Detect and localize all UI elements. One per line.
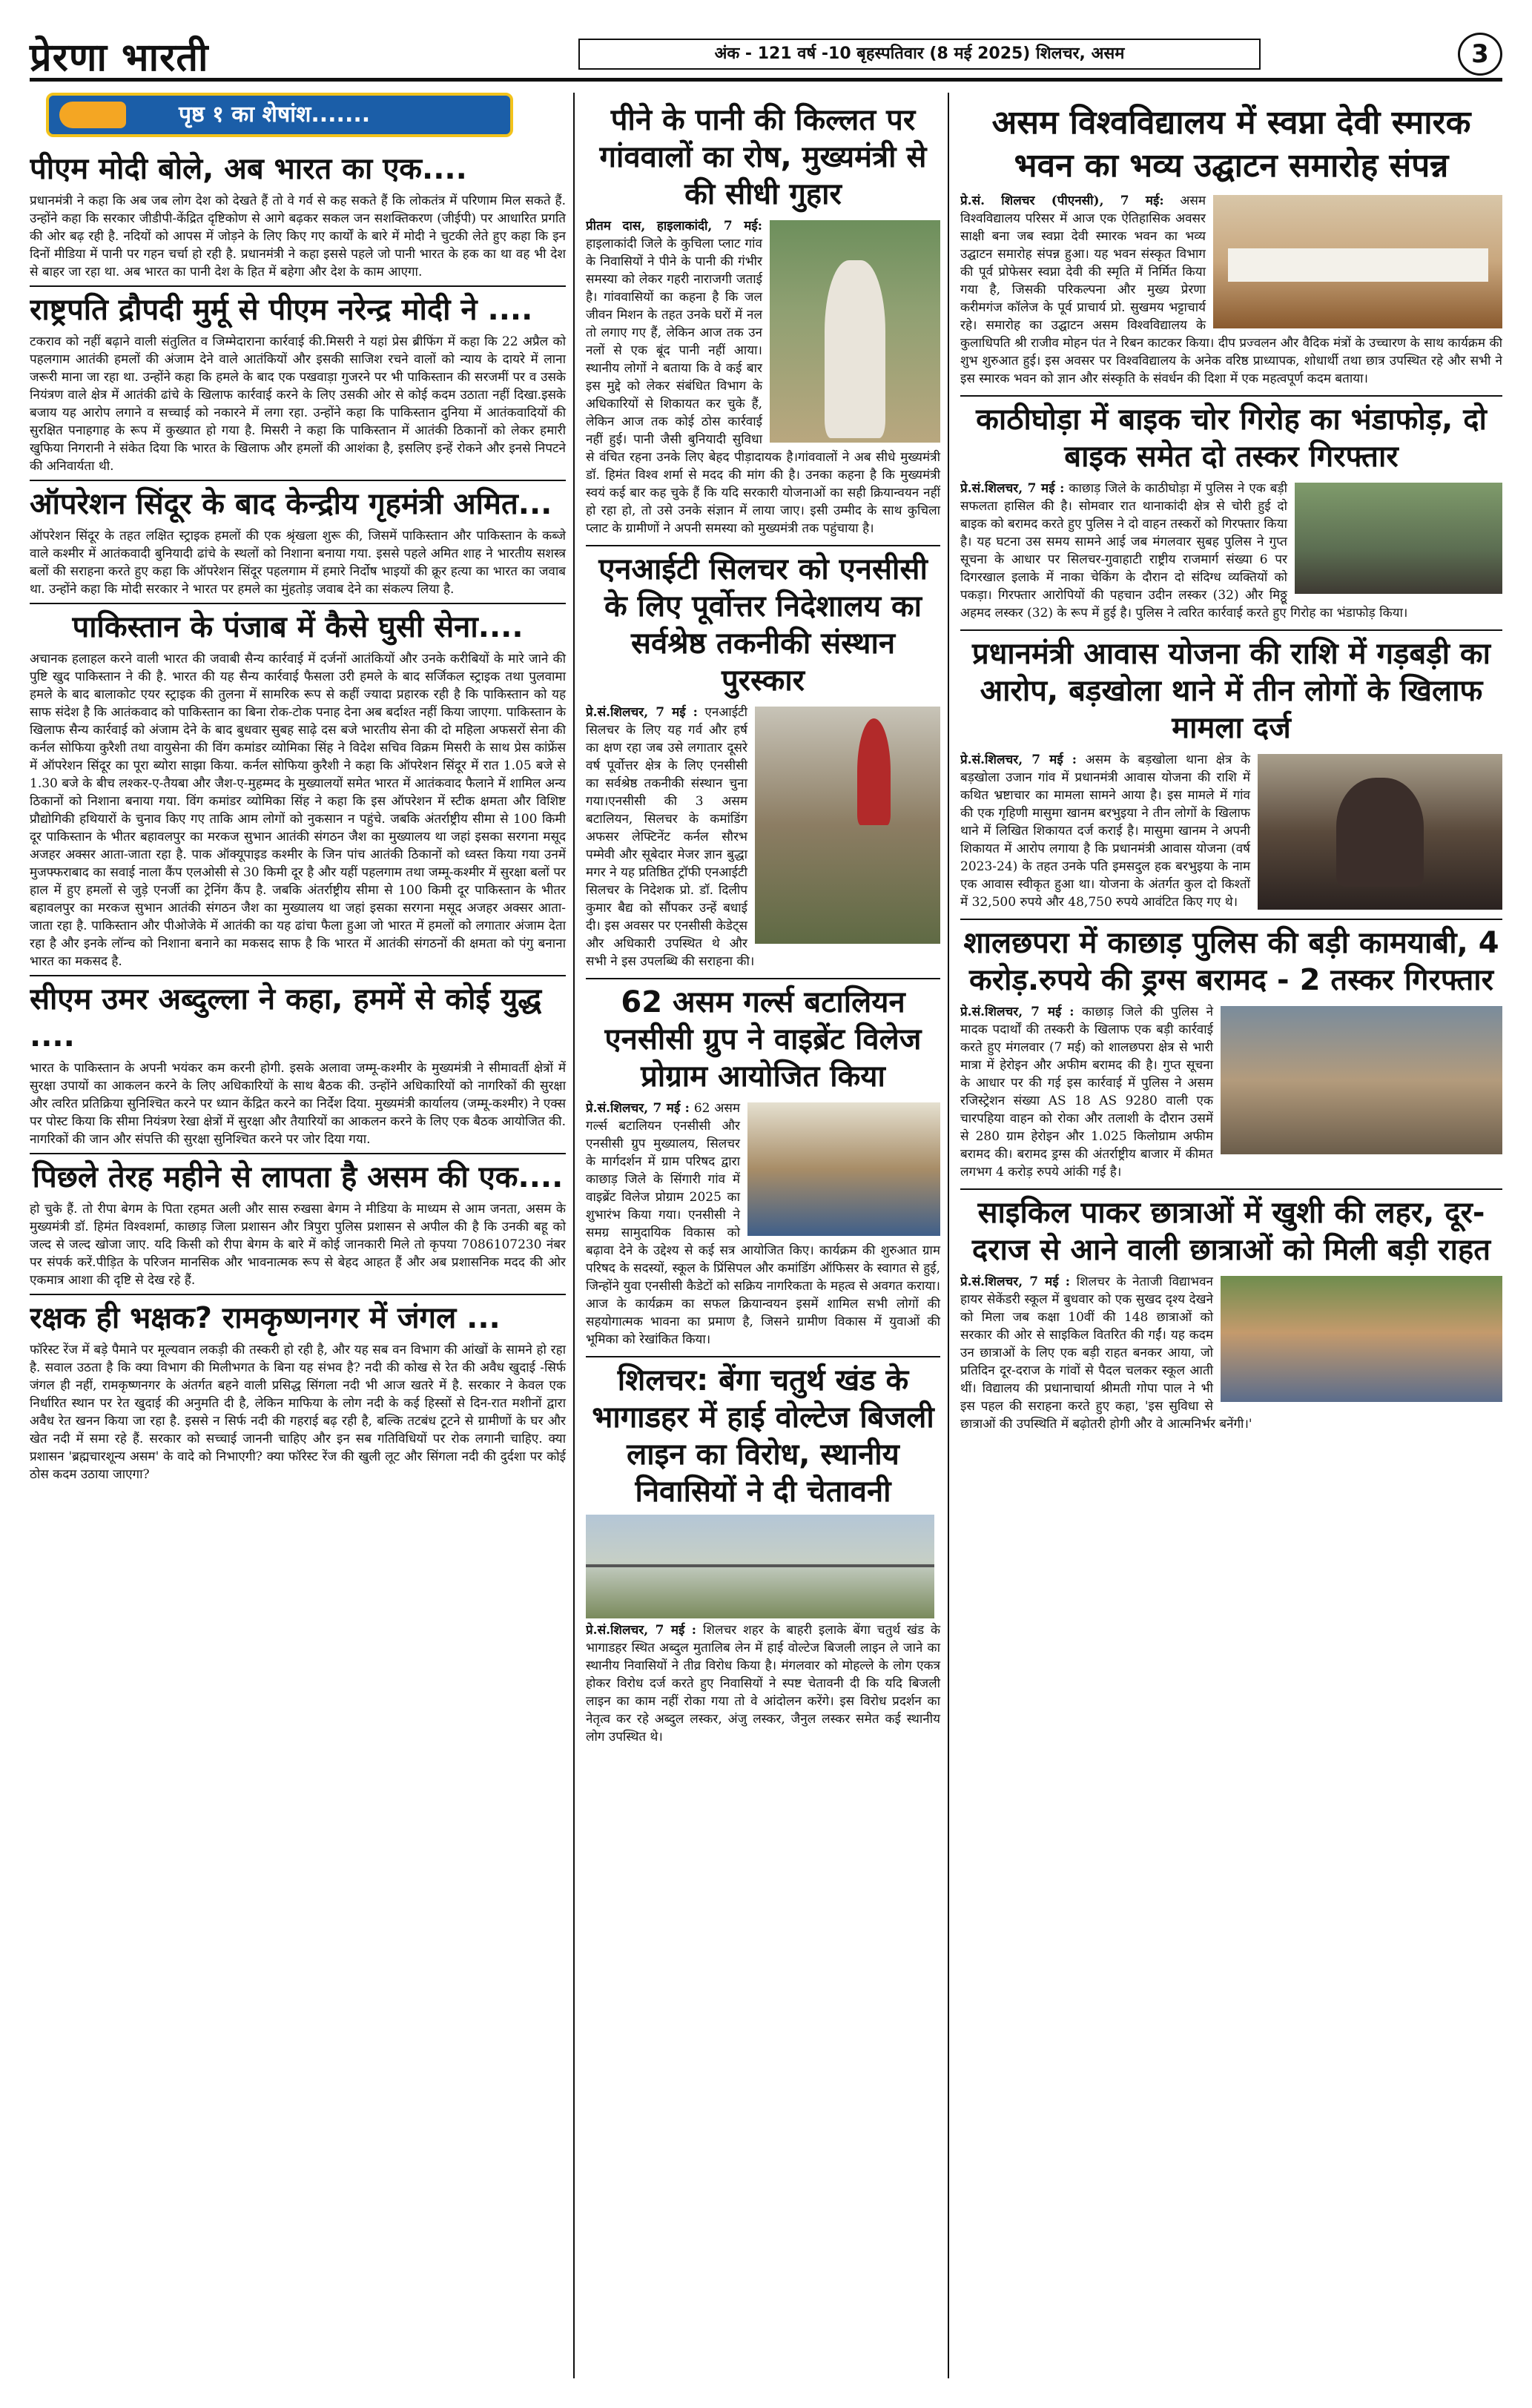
dateline: प्रे.सं.शिलचर, 7 मई : <box>586 1101 690 1116</box>
headline: शिलचर: बेंगा चतुर्थ खंड के भागाडहर में हाई वोल्टेज बिजली लाइन का विरोध, स्थानीय निवासियों ने दी चेतावनी <box>586 1356 940 1510</box>
headline: पिछले तेरह महीने से लापता है असम की एक.... <box>30 1153 566 1196</box>
column-middle <box>586 93 949 2378</box>
article-body: हाइलाकांदी जिले के कुचिला प्लाट गांव के निवासियों ने पीने के पानी की गंभीर समस्या को लेकर गहरी नाराजगी जताई है। गांववासियों का कहना है कि जल जीवन मिशन के तहत उनके घरों में नल तो लगाए गए हैं, लेकिन आज तक उन नलों से एक बूंद पानी नहीं आया। स्थानीय लोगों ने बताया कि वे कई बार इस मुद्दे को लेकर संबंधित विभाग के अधिकारियों से शिकायत कर चुके हैं, लेकिन आज तक कोई ठोस कार्रवाई नहीं हुई। पानी जैसी बुनियादी सुविधा से वंचित रहना उनके लिए बेहद पीड़ादायक है।गांववालों ने अब सीधे मुख्यमंत्री डॉ. हिमंत विश्व शर्मा से मदद की मांग की है। उनका कहना है कि मुख्यमंत्री स्वयं कई बार कह चुके हैं कि यदि सरकारी योजनाओं का सही क्रियान्वयन नहीं हो रहा हो, तो उसे उनके संज्ञान में लाया जाए। इसी उम्मीद के साथ कुचिला प्लाट के ग्रामीणों ने अपनी समस्या को मुख्यमंत्री तक पहुंचाया है। <box>586 236 940 536</box>
students-bicycles-photo <box>1221 1276 1502 1402</box>
headline: साइकिल पाकर छात्राओं में खुशी की लहर, दूर-दराज से आने वाली छात्राओं को मिली बड़ी राहत <box>960 1188 1502 1268</box>
complainant-woman-photo <box>1258 754 1502 910</box>
dateline: प्रे.सं.शिलचर, 7 मई : <box>960 481 1065 496</box>
headline: असम विश्वविद्यालय में स्वप्ना देवी स्मारक भवन का भव्य उद्घाटन समारोह संपन्न <box>991 104 1471 185</box>
police-drugs-seizure-photo <box>1221 1006 1502 1154</box>
article-body: फॉरेस्ट रेंज में बड़े पैमाने पर मूल्यवान लकड़ी की तस्करी हो रही है, और यह सब वन विभाग की आंखों के सामने हो रहा है. सवाल उठता है कि क्या विभाग की मिलीभगत के बिना यह संभव है? नदी की कोख से रेत की अवैध खुदाई -सिर्फ जंगल ही नहीं, रामकृष्णनगर के अंतर्गत बहने वाली प्रसिद्ध सिंगला नदी भी आज खतरे में है. सरकार ने केवल एक निर्धारित स्थान पर रेत खुदाई की अनुमति दी है, लेकिन माफिया के लोग नदी के कई हिस्सों से दिन-रात मशीनों द्वारा अवैध रेत खनन किया जा रहा है. इससे न सिर्फ नदी की गहराई बढ़ रही है, बल्कि तटबंध टूटने से ग्रामीणों के घर और खेत नदी में समा रहे हैं. सरकार को सच्चाई जाननी चाहिए और इन सब गतिविधियों पर रोक लगानी चाहिए. क्या प्रशासन 'ब्रह्मचारशून्य असम' के वादे को निभाएगी? क्या फॉरेस्ट रेंज की खुली लूट और सिंगला नदी की दुर्दशा पर कोई ठोस कदम उठाया जाएगा? <box>30 1343 566 1482</box>
headline: एनआईटी सिलचर को एनसीसी के लिए पूर्वोत्तर निदेशालय का सर्वश्रेष्ठ तकनीकी संस्थान पुरस्कार <box>586 545 940 699</box>
headline: पीएम मोदी बोले, अब भारत का एक.... <box>30 152 467 186</box>
headline: राष्ट्रपति द्रौपदी मुर्मू से पीएम नरेन्द्र मोदी ने .... <box>30 285 566 328</box>
headline: सीएम उमर अब्दुल्ला ने कहा, हममें से कोई युद्ध .... <box>30 975 566 1055</box>
village-man-photo <box>770 220 940 443</box>
article-body: अचानक हलाहल करने वाली भारत की जवाबी सैन्य कार्रवाई में दर्जनों आतंकियों और उनके करीबियों के मारे जाने की पुष्टि खुद पाकिस्तान ने की है. भारत की यह सैन्य कार्रवाई फैसला उरी हमले के बाद सर्जिकल स्ट्राइक तथा पुलवामा हमले के बाद बालाकोट एयर स्ट्राइक की तुलना में सामरिक रूप से कहीं ज्यादा प्रहारक रही है कि पाकिस्तान को यह साफ संदेश है कि आतंकवाद को पाकिस्तान का बिना रोक-टोक पनाह देना अब बर्दाश्त नहीं किया जाएगा. पाकिस्तान के खिलाफ सैन्य कार्रवाई को अंजाम देने के बाद बुधवार सुबह साढ़े दस बजे भारतीय सेना की दो महिला अफसरों सेना की कर्नल सोफिया कुरैशी तथा वायुसेना की विंग कमांडर व्योमिका सिंह ने विदेश सचिव विक्रम मिसरी के साथ प्रेस कांफ्रेंस में ऑपरेशन सिंदूर का पूरा ब्योरा साझा किया. कर्नल सोफिया कुरैशी ने कहा कि ऑपरेशन सिंदूर में रात 1.05 बजे से 1.30 बजे के बीच लश्कर-ए-तैयबा और जैश-ए-मुहम्मद के मुख्यालयों समेत भारत में आतंकवाद फैलाने में शामिल अन्य ठिकानों को निशाना बनाया गया. विंग कमांडर व्योमिका सिंह ने कहा कि इस ऑपरेशन में स्टीक क्षमता और विशिष्ट प्रौद्योगिकी हथियारों के चुनाव किए गए ताकि आम लोगों को नुकसान न पहुंचे. जबकि अंतर्राष्ट्रीय सीमा से 100 किमी दूर पाकिस्तान के भीतर बहावलपुर का मरकज सुभान आतंकी संगठन जैश का मुख्यालय था जहां इसका सरगना मसूद अजहर अक्सर आता-जाता रहा है. पाक ऑक्यूपाइड कश्मीर के जिन पांच आतंकी ठिकानों को ध्वस्त किया गया उनमें मुजफ्फराबाद का सवाई नाला कैंप एलओसी से 30 किमी दूर है और यहीं पहलगाम तथा जम्मू-कश्मीर में सुरक्षा बलों पर हाल में हुए हमलों से जुड़े एनर्जी का ट्रेनिंग कैंप है. जबकि अंतर्राष्ट्रीय सीमा से 100 किमी दूर पाकिस्तान के भीतर बहावलपुर का मरकज सुभान आतंकी संगठन जैश का मुख्यालय था जहां इसका सरगना मसूद अजहर अक्सर आता-जाता रहा है. पाकिस्तान और पीओजेके में आतंकी का यह ढांचा फैला हुआ जो भारत में हमलों को लगातार अंजाम देता रहा है और इनके लॉन्च को निशाना बनाने का मकसद साफ है कि भारत में आतंकी संगठनों की क्षमता को पंगु बनाना भारत का मकसद है. <box>30 652 566 969</box>
power-line-photo <box>586 1515 934 1618</box>
headline: पाकिस्तान के पंजाब में कैसे घुसी सेना.... <box>30 603 566 646</box>
article-body: शिलचर शहर के बाहरी इलाके बेंगा चतुर्थ खंड के भागाडहर स्थित अब्दुल मुतालिब लेन में हाई वोल्टेज बिजली लाइन ले जाने का स्थानीय निवासियों ने तीव्र विरोध किया है। मंगलवार को मोहल्ले के लोग एकत्र होकर विरोध दर्ज करते हुए निवासियों ने स्पष्ट चेतावनी दी कि यदि बिजली लाइन का काम नहीं रोका गया तो वे आंदोलन करेंगे। इस विरोध प्रदर्शन का नेतृत्व कर रहे अब्दुल लस्कर, अंजु लस्कर, जैनुल लस्कर समेत कई स्थानीय लोग उपस्थित थे। <box>586 1623 941 1744</box>
headline: प्रधानमंत्री आवास योजना की राशि में गड़बड़ी का आरोप, बड़खोला थाने में तीन लोगों के खिलाफ मामला दर्ज <box>960 629 1502 747</box>
column-right <box>960 93 1502 2378</box>
continuation-banner-label: पृष्ठ १ का शेषांश....... <box>179 102 371 128</box>
article-body: ऑपरेशन सिंदूर के तहत लक्षित स्ट्राइक हमलों की एक श्रृंखला शुरू की, जिसमें पाकिस्तान और पाकिस्तान के कब्जे वाले कश्मीर में आतंकवादी बुनियादी ढांचे के स्थलों को निशाना बनाया गया. इससे पहले अमित शाह ने भारतीय सशस्त्र बलों की सराहना करते हुए कहा कि ऑपरेशन सिंदूर पहलगाम में हमारे निर्दोष भाइयों की क्रूर हत्या का भारत का जवाब था. उन्होंने कहा कि मोदी सरकार ने भारत पर हमले का मुंहतोड़ जवाब देने का संकल्प लिया है. <box>30 529 566 597</box>
dateline: प्रे.सं. शिलचर (पीएनसी), 7 मई: <box>960 194 1164 208</box>
continuation-banner <box>46 93 513 137</box>
article-body: असम विश्वविद्यालय परिसर में आज एक ऐतिहासिक अवसर साक्षी बना जब स्वप्ना देवी स्मारक भवन का भव्य उद्घाटन समारोह संपन्न हुआ। यह भवन संस्कृत विभाग की पूर्व प्रोफेसर स्वप्ना देवी की स्मृति में निर्मित किया गया है, जिसकी परिकल्पना और मुख्य प्रेरणा करीमगंज कॉलेज के पूर्व प्राचार्य प्रो. सुखमय भट्टाचार्य रहे। समारोह का उद्घाटन असम विश्वविद्यालय के कुलाधिपति श्री राजीव मोहन पंत ने रिबन काटकर किया। दीप प्रज्वलन और वैदिक मंत्रों के उच्चारण के साथ कार्यक्रम की शुभ शुरुआत हुई। इस अवसर पर विश्वविद्यालय के अनेक वरिष्ठ प्राध्यापक, शोधार्थी तथा छात्र उपस्थित रहे और सभी ने इस स्मारक भवन को ज्ञान और संस्कृति के संवर्धन की दिशा में एक महत्वपूर्ण कदम बताया। <box>960 194 1502 386</box>
article-body: प्रधानमंत्री ने कहा कि अब जब लोग देश को देखते हैं तो वे गर्व से कह सकते हैं कि लोकतंत्र में परिणाम मिल सकते हैं. उन्होंने कहा कि सरकार जीडीपी-केंद्रित दृष्टिकोण से आगे बढ़कर सकल जन सशक्तिकरण (जीईपी) पर आधारित प्रगति की ओर बढ़ रही है. नदियों को आपस में जोड़ने के लिए किए गए कार्यों के बारे में मोदी ने चुटकी लेते हुए कहा कि इन दिनों मीडिया में पानी पर गहन चर्चा हो रही है. प्रधानमंत्री ने कहा इससे पहले जो पानी भारत के हक का था वह भी देश से बाहर जा रहा था. अब भारत का पानी देश के हित में बहेगा और देश के काम आएगा. <box>30 194 566 280</box>
article-body: एनआईटी सिलचर के लिए यह गर्व और हर्ष का क्षण रहा जब उसे लगातार दूसरे वर्ष पूर्वोत्तर क्षेत्र के लिए एनसीसी का सर्वश्रेष्ठ तकनीकी संस्थान चुना गया।एनसीसी की 3 असम बटालियन, सिलचर के कमांडिंग अफसर लेफ्टिनेंट कर्नल सौरभ पम्मेवी और सूबेदार मेजर ज्ञान बुद्धा मगर ने यह प्रतिष्ठित ट्रॉफी एनआईटी सिलचर के निदेशक प्रो. डॉ. दिलीप कुमार बैद्य को सौंपकर उन्हें बधाई दी। इस अवसर पर एनसीसी केडेट्स और अधिकारी उपस्थित थे और सभी ने इस उपलब्धि की सराहना की। <box>586 705 755 969</box>
article-body: टकराव को नहीं बढ़ाने वाली संतुलित व जिम्मेदाराना कार्रवाई की.मिसरी ने यहां प्रेस ब्रीफिंग में कहा कि 22 अप्रैल को पहलगाम आतंकी हमलों की अंजाम देने वाले आतंकियों और इसकी साजिश रचने वालों को न्याय के दायरे में लाना जरूरी माना जा रहा था. उन्होंने कहा कि हमले के बाद एक पखवाड़ा गुजरने पर भी पाकिस्तान की सरजमीं पर व उसके नियंत्रण वाले क्षेत्र में आतंकी ढांचे के खिलाफ कार्रवाई करने के लिए उसकी ओर से कोई कदम उठाता नहीं दिखा.इसके बजाय यह आरोप लगाने व सच्चाई को नकारने में लगा रहा. उन्होंने कहा कि पाकिस्तान दुनिया में आतंकवादियों की सुरक्षित पनाहगाह के रूप में कुख्यात हो गया है. मिसरी ने कहा कि पाकिस्तान में आतंकी ठिकानों को लेकर हमारी खुफिया निगरानी ने संकेत दिया कि भारत के खिलाफ और हमलों की आशंका है, इसलिए इन्हें रोकने और इनसे निपटने की अनिवार्यता थी. <box>30 334 566 474</box>
article-body: काछाड़ जिले के काठीघोड़ा में पुलिस ने एक बड़ी सफलता हासिल की है। सोमवार रात थानाकांदी क्षेत्र से चोरी हुई दो बाइक को बरामद करते हुए पुलिस ने दो वाहन तस्करों को गिरफ्तार किया है। यह घटना उस समय सामने आई जब मंगलवार सुबह पुलिस ने गुप्त सूचना के आधार पर सिलचर-गुवाहाटी राष्ट्रीय राजमार्ग संख्या 6 पर दिगरखाल इलाके में नाका चेकिंग के दौरान दो संदिग्ध व्यक्तियों को पकड़ा। गिरफ्तार आरोपियों की पहचान उदीन लस्कर (32) और मिठ्ठू अहमद लस्कर (32) के रूप में हुई है। पुलिस ने त्वरित कार्रवाई करते हुए गिरोह का भंडाफोड़ किया। <box>960 481 1408 621</box>
dateline: प्रीतम दास, हाइलाकांदी, 7 मई: <box>586 219 762 234</box>
masthead <box>30 30 1502 82</box>
article-body: हो चुके हैं. तो रीपा बेगम के पिता रहमत अली और सास रुखसा बेगम ने मीडिया के माध्यम से आम जनता, असम के मुख्यमंत्री डॉ. हिमंत विश्वशर्मा, काछाड़ जिला प्रशासन और त्रिपुरा पुलिस प्रशासन से अपील की है कि उनकी बहू को जल्द से जल्द खोजा जाए. यदि किसी को रीपा बेगम के बारे में कोई जानकारी मिले तो कृपया 7086107230 नंबर पर संपर्क करें.पीड़ित के परिजन मानसिक और भावनात्मक रूप से बेहद आहत हैं और अब प्रशासनिक मदद की ओर एकमात्र आशा की दृष्टि से देख रहे हैं. <box>30 1202 566 1288</box>
dateline: प्रे.सं.शिलचर, 7 मई : <box>960 1274 1071 1289</box>
headline: पीने के पानी की किल्लत पर गांववालों का रोष, मुख्यमंत्री से की सीधी गुहार <box>599 103 927 211</box>
headline: 62 असम गर्ल्स बटालियन एनसीसी ग्रुप ने वाइब्रेंट विलेज प्रोग्राम आयोजित किया <box>586 978 940 1095</box>
inauguration-stage-photo <box>1213 195 1502 328</box>
dateline: प्रे.सं.शिलचर, 7 मई : <box>960 752 1077 767</box>
column-left <box>30 93 575 2378</box>
page-number: 3 <box>1458 33 1502 76</box>
article-body: 62 असम गर्ल्स बटालियन एनसीसी और एनसीसी ग्रुप मुख्यालय, सिलचर के मार्गदर्शन में ग्राम परिषद द्वारा काछाड़ जिले के सिंगारी गांव में वाइब्रेंट विलेज प्रोग्राम 2025 का शुभारंभ किया गया। एनसीसी ने समग्र सामुदायिक विकास को बढ़ावा देने के उद्देश्य से कई सत्र आयोजित किए। कार्यक्रम की शुरुआत ग्राम परिषद के सदस्यों, स्कूल के प्रिंसिपल और कमांडिंग ऑफिसर के स्वागत से हुई, जिन्होंने युवा एनसीसी कैडेटों को सक्रिय नागरिकता के महत्व से अवगत कराया। आज के कार्यक्रम का सफल क्रियान्वयन इसमें शामिल सभी लोगों की सहयोगात्मक भावना का प्रमाण है, जिसने ग्रामीण विकास में युवाओं की भूमिका को रेखांकित किया। <box>586 1101 940 1347</box>
ncc-award-photo <box>755 707 940 944</box>
ncc-cadets-photo <box>747 1102 940 1236</box>
dateline: प्रे.सं.शिलचर, 7 मई : <box>960 1005 1074 1019</box>
dateline: प्रे.सं.शिलचर, 7 मई : <box>586 705 698 720</box>
headline: रक्षक ही भक्षक? रामकृष्णनगर में जंगल ... <box>30 1294 566 1337</box>
headline: शालछपरा में काछाड़ पुलिस की बड़ी कामयाबी, 4 करोड़.रुपये की ड्रग्स बरामद - 2 तस्कर गिरफ्तार <box>960 919 1502 999</box>
seized-bikes-photo <box>1295 483 1502 594</box>
issue-info: अंक - 121 वर्ष -10 बृहस्पतिवार (8 मई 2025) शिलचर, असम <box>578 39 1261 70</box>
dateline: प्रे.सं.शिलचर, 7 मई : <box>586 1623 697 1638</box>
headline: ऑपरेशन सिंदूर के बाद केन्द्रीय गृहमंत्री अमित... <box>30 480 566 523</box>
article-body: भारत के पाकिस्तान के अपनी भयंकर कम करनी होगी. इसके अलावा जम्मू-कश्मीर के मुख्यमंत्री ने सीमावर्ती क्षेत्रों में सुरक्षा उपायों का आकलन करने के लिए अधिकारियों के साथ बैठक की. उन्होंने अधिकारियों को नागरिकों की सुरक्षा और त्वरित प्रतिक्रिया सुनिश्चित करने पर ध्यान केंद्रित करने का निर्देश दिया. मुख्यमंत्री कार्यालय (जम्मू-कश्मीर) ने एक्स पर पोस्ट किया कि सीमा नियंत्रण रेखा क्षेत्रों में सुरक्षा और तैयारियों का आकलन करने के लिए एक बैठक आयोजित की. नागरिकों की जान और संपत्ति की सुरक्षा सुनिश्चित करने पर जोर दिया गया. <box>30 1061 566 1147</box>
article-body: शिलचर के नेताजी विद्याभवन हायर सेकेंडरी स्कूल में बुधवार को एक सुखद दृश्य देखने को मिला जब कक्षा 10वीं की 148 छात्राओं को सरकार की ओर से साइकिल वितरित की गईं। यह कदम उन छात्राओं के लिए एक बड़ी राहत बनकर आया, जो प्रतिदिन दूर-दराज के गांवों से पैदल चलकर स्कूल आती थीं। विद्यालय की प्रधानाचार्या श्रीमती गोपा पाल ने भी इस पहल की सराहना करते हुए कहा, 'इस सुविधा से छात्राओं की उपस्थिति में बढ़ोतरी होगी और वे आत्मनिर्भर बनेंगी।' <box>960 1274 1252 1432</box>
article-body: असम के बड़खोला थाना क्षेत्र के बड़खोला उजान गांव में प्रधानमंत्री आवास योजना की राशि में कथित भ्रष्टाचार का मामला सामने आया है। इस मामले में गांव की एक गृहिणी मासुमा खानम बरभुइया ने तीन लोगों के खिलाफ थाने में लिखित शिकायत दर्ज कराई है। मासुमा खानम ने अपनी शिकायत में आरोप लगाया है कि प्रधानमंत्री आवास योजना (वर्ष 2023-24) के तहत उनके पति इमसदुल हक बरभुइया के नाम एक आवास स्वीकृत हुआ था। योजना के अंतर्गत कुल दो किश्तों में 32,500 रुपये और 48,750 रुपये आवंटित किए गए थे। <box>960 752 1251 910</box>
paper-name: प्रेरणा भारती <box>30 35 209 80</box>
article-body: काछाड़ जिले की पुलिस ने मादक पदार्थों की तस्करी के खिलाफ एक बड़ी कार्रवाई करते हुए मंगलवार (7 मई) को शालछपरा क्षेत्र से भारी मात्रा में हेरोइन और अफीम बरामद की है। गुप्त सूचना के आधार पर की गई इस कार्रवाई में पुलिस ने असम रजिस्ट्रेशन संख्या AS 18 AS 9280 वाली एक चारपहिया वाहन को रोका और तलाशी के दौरान उसमें से 280 ग्राम हेरोइन और 1.025 किलोग्राम अफीम बरामद की। बरामद ड्रग्स की अंतर्राष्ट्रीय बाजार में कीमत लगभग 4 करोड़ रुपये आंकी गई है। <box>960 1005 1214 1180</box>
pointing-hand-icon <box>59 102 126 128</box>
headline: काठीघोड़ा में बाइक चोर गिरोह का भंडाफोड़, दो बाइक समेत दो तस्कर गिरफ्तार <box>960 395 1502 475</box>
